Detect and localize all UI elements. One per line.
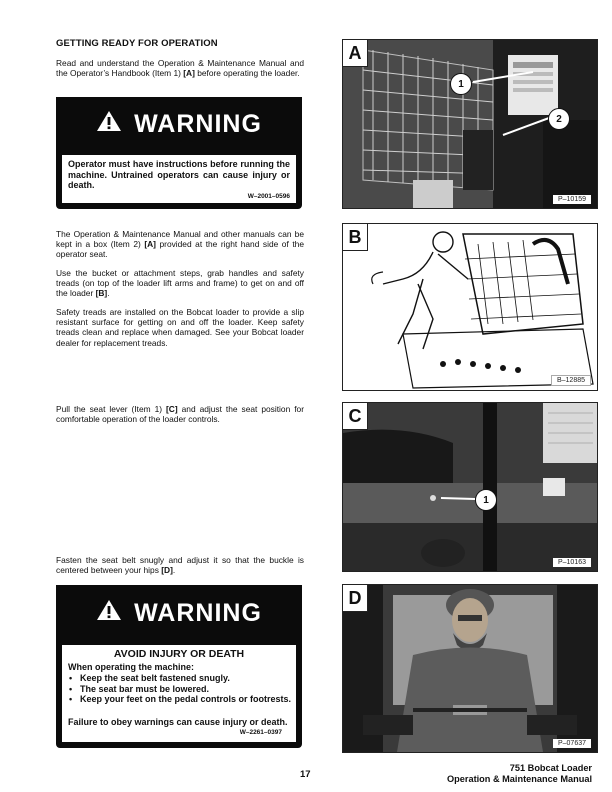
warning-triangle-icon <box>96 599 122 628</box>
warning-box-1 <box>56 97 302 209</box>
warning-bullet: • Keep your feet on the pedal controls or footrests. <box>68 694 292 705</box>
figure-c-illustration <box>343 403 597 571</box>
warning-intro-2: When operating the machine: <box>68 662 195 672</box>
figure-d-code: P–07637 <box>553 739 591 748</box>
warning-body-1 <box>62 155 296 203</box>
warning-text-1: Operator must have instructions before running the machine. Untrained operators can cause injury or death. <box>68 159 290 190</box>
callout-2: 2 <box>548 108 570 130</box>
figure-ref-b: [B] <box>95 288 108 299</box>
figure-ref-a: [A] <box>183 68 195 79</box>
warning-banner-text-1: WARNING <box>134 110 262 138</box>
warning-bullet: • The seat bar must be lowered. <box>68 684 292 695</box>
manual-title-line2: Operation & Maintenance Manual <box>447 774 592 784</box>
warning-banner-text-2: WARNING <box>134 599 262 627</box>
figure-c-code: P–10163 <box>553 558 591 567</box>
figure-b-photo <box>342 223 598 391</box>
section-heading: GETTING READY FOR OPERATION <box>56 38 218 49</box>
figure-d-label: D <box>343 585 368 612</box>
warning-box-2 <box>56 585 302 748</box>
para2-text: The Operation & Maintenance Manual and other manuals can be kept in a box (Item 2) <box>56 229 304 250</box>
para6-text: Fasten the seat belt snugly and adjust it so that the buckle is centered between your hips <box>56 555 304 576</box>
para5-text: Pull the seat lever (Item 1) <box>56 404 167 414</box>
manual-title-line1: 751 Bobcat Loader <box>509 763 592 773</box>
para1-text-end: before operating the loader. <box>194 68 300 79</box>
figure-d-photo <box>342 584 598 753</box>
warning-bullet-list-2 <box>68 673 292 705</box>
paragraph-manual <box>56 58 304 78</box>
para2-text-end: provided at the right hand side of the operator seat. <box>56 239 304 260</box>
figure-ref-a-2: [A] <box>144 239 156 250</box>
figure-b-code: B–12885 <box>551 375 591 386</box>
figure-a-photo <box>342 39 598 209</box>
para1-text: Read and understand the Operation & Maintenance Manual and the Operator’s Handbook (Item 1) <box>56 58 304 79</box>
warning-title-2: AVOID INJURY OR DEATH <box>113 648 245 660</box>
warning-code-1: W–2001–0596 <box>247 193 290 200</box>
manual-title <box>447 763 592 785</box>
warning-body-2 <box>62 645 296 742</box>
paragraph-seat-lever <box>56 404 304 424</box>
paragraph-safety-treads: Safety treads are installed on the Bobcat loader to provide a slip resistant surface for getting on and off the loader. Keep safety treads clean and replace when damaged. See your Bobcat loader dealer for replacement treads. <box>56 307 304 348</box>
figure-b-label: B <box>343 224 368 251</box>
figure-a-label: A <box>343 40 368 67</box>
paragraph-steps <box>56 268 304 299</box>
warning-triangle-icon <box>96 110 122 139</box>
warning-bullet: • Keep the seat belt fastened snugly. <box>68 673 292 684</box>
figure-ref-c: [C] <box>166 404 178 414</box>
paragraph-manual-box <box>56 229 304 260</box>
warning-banner-1 <box>56 97 302 152</box>
figure-d-illustration <box>343 585 597 752</box>
para6-text-end: . <box>172 565 176 576</box>
figure-b-illustration <box>343 224 597 390</box>
figure-c-label: C <box>343 403 368 430</box>
warning-banner-2 <box>56 585 302 642</box>
paragraph-seat-belt <box>56 555 304 575</box>
callout-1: 1 <box>475 489 497 511</box>
warning-code-2: W–2261–0397 <box>239 729 282 736</box>
para5-text-end: and adjust the seat position for comfortable operation of the loader controls. <box>56 404 304 425</box>
figure-a-code: P–10159 <box>553 195 591 204</box>
callout-1: 1 <box>450 73 472 95</box>
para3-text-end: . <box>107 288 110 299</box>
figure-c-photo <box>342 402 598 572</box>
para3-text: Use the bucket or attachment steps, grab handles and safety treads (on top of the loader lift arms and frame) to get on and off the loader <box>56 268 304 299</box>
page-number: 17 <box>300 769 311 780</box>
warning-closing-2: Failure to obey warnings can cause injury or death. <box>68 717 288 727</box>
figure-ref-d: [D] <box>161 565 173 576</box>
